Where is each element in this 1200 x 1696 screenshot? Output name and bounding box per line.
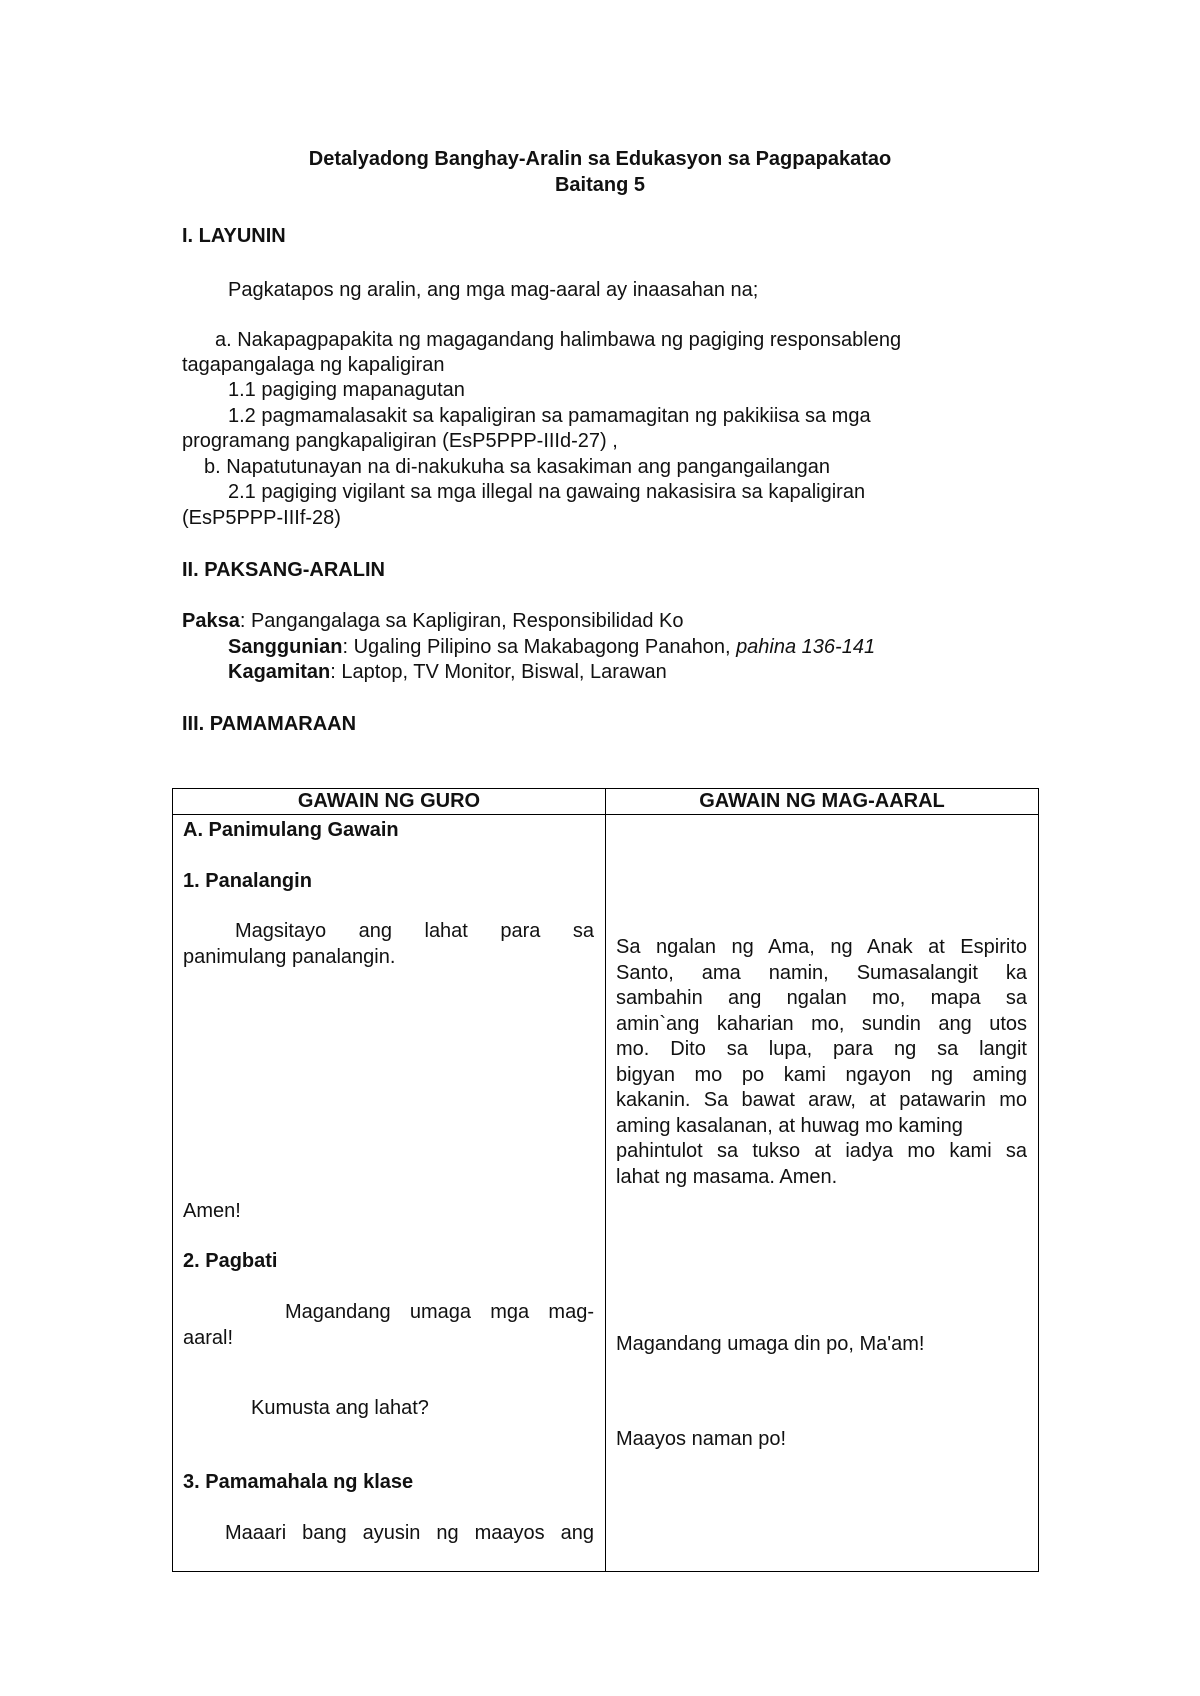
lesson-procedure-table xyxy=(172,788,1039,1572)
objective-a-line1: a. Nakapagpapakita ng magagandang halimbawa ng pagiging responsableng xyxy=(215,329,902,351)
panalangin-heading: 1. Panalangin xyxy=(183,870,312,892)
objective-b-line1: b. Napatutunayan na di-nakukuha sa kasakiman ang pangangailangan xyxy=(204,456,831,478)
sanggunian-pages: pahina 136-141 xyxy=(736,636,876,658)
prayer-line: bigyan mo po kami ngayon ng aming xyxy=(616,1063,1027,1086)
grade-level: Baitang 5 xyxy=(554,174,646,196)
prayer-line: sambahin ang ngalan mo, mapa sa xyxy=(616,987,1027,1009)
prayer-line: amin`ang kaharian mo, sundin ang utos xyxy=(616,1012,1027,1035)
col-header-teacher: GAWAIN NG GURO xyxy=(173,789,606,815)
prayer-line: pahintulot sa tukso at iadya mo kami sa xyxy=(616,1140,1027,1162)
prayer-line: kakanin. Sa bawat araw, at patawarin mo xyxy=(616,1089,1027,1111)
kagamitan-label: Kagamitan xyxy=(228,661,331,683)
pagbati-heading: 2. Pagbati xyxy=(183,1250,278,1272)
section-layunin-heading: I. LAYUNIN xyxy=(182,225,286,247)
kumusta-line: Kumusta ang lahat? xyxy=(251,1397,429,1419)
student-activities-cell xyxy=(606,815,1039,1572)
section-paksang-aralin-heading: II. PAKSANG-ARALIN xyxy=(182,559,385,581)
pamamahala-line1: Maaari bang ayusin ng maayos ang xyxy=(225,1522,594,1544)
pagbati-line1: Magandang umaga mga mag- xyxy=(285,1301,594,1323)
objectives-intro: Pagkatapos ng aralin, ang mga mag-aaral ay inaasahan na; xyxy=(228,279,759,301)
prayer-line: lahat ng masama. Amen. xyxy=(616,1165,838,1188)
kagamitan-row xyxy=(228,660,667,686)
table-header-row xyxy=(173,789,1039,815)
objective-a2-line2: programang pangkapaligiran (EsP5PPP-IIId-27) , xyxy=(182,430,618,452)
prayer-line: Santo, ama namin, Sumasalangit ka xyxy=(616,961,1027,984)
status-reply: Maayos naman po! xyxy=(616,1428,787,1450)
amen-line: Amen! xyxy=(183,1200,241,1222)
paksa-label: Paksa xyxy=(182,610,240,632)
student-prayer-block xyxy=(616,935,1027,1190)
document-title: Detalyadong Banghay-Aralin sa Edukasyon sa Pagpapakatao xyxy=(308,148,892,170)
objective-b1-line2: (EsP5PPP-IIIf-28) xyxy=(182,507,341,529)
sanggunian-row xyxy=(228,635,875,661)
paksa-row xyxy=(182,609,684,635)
panalangin-instruction-line1: Magsitayo ang lahat para sa xyxy=(235,920,594,942)
prayer-line: mo. Dito sa lupa, para ng sa langit xyxy=(616,1038,1027,1060)
table-body-row xyxy=(173,815,1039,1572)
prayer-line: aming kasalanan, at huwag mo kaming xyxy=(616,1114,963,1137)
prayer-line: Sa ngalan ng Ama, ng Anak at Espirito xyxy=(616,936,1027,958)
paksa-value: : Pangangalaga sa Kapligiran, Responsibilidad Ko xyxy=(239,610,684,632)
pamamahala-heading: 3. Pamamahala ng klase xyxy=(183,1471,414,1493)
kagamitan-value: : Laptop, TV Monitor, Biswal, Larawan xyxy=(330,661,667,683)
greeting-reply: Magandang umaga din po, Ma'am! xyxy=(616,1333,925,1355)
objective-a-line2: tagapangalaga ng kapaligiran xyxy=(182,354,445,376)
section-pamamaraan-heading: III. PAMAMARAAN xyxy=(182,713,357,735)
col-header-student: GAWAIN NG MAG-AARAL xyxy=(606,789,1039,815)
sanggunian-value: : Ugaling Pilipino sa Makabagong Panahon, xyxy=(342,636,737,658)
pagbati-line2: aaral! xyxy=(183,1327,234,1349)
objective-b1-line1: 2.1 pagiging vigilant sa mga illegal na gawaing nakasisira sa kapaligiran xyxy=(228,481,866,503)
objective-a2-line1: 1.2 pagmamalasakit sa kapaligiran sa pamamagitan ng pakikiisa sa mga xyxy=(228,405,871,427)
objective-a1: 1.1 pagiging mapanagutan xyxy=(228,379,465,401)
sanggunian-label: Sanggunian xyxy=(228,636,343,658)
panalangin-instruction-line2: panimulang panalangin. xyxy=(183,946,396,968)
panimulang-gawain-heading: A. Panimulang Gawain xyxy=(183,819,399,841)
teacher-activities-cell xyxy=(173,815,606,1572)
